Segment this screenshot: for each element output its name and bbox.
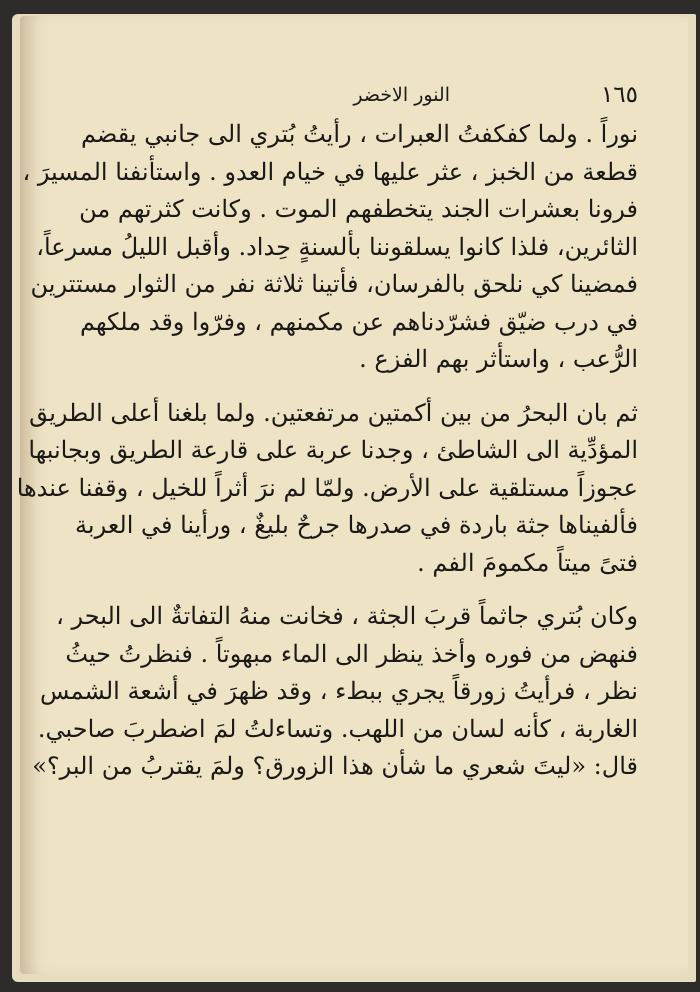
text-line: فرونا بعشرات الجند يتخطفهم الموت . وكانت كثرتهم من bbox=[79, 195, 638, 223]
running-title: النور الاخضر bbox=[353, 84, 450, 106]
body-text bbox=[16, 116, 638, 786]
text-line: قال: «ليتَ شعري ما شأن هذا الزورق؟ ولمَ يقتربُ من البر؟» bbox=[32, 752, 638, 780]
text-line: الغاربة ، كأنه لسان من اللهب. وتساءلتُ لمَ اضطربَ صاحبي. bbox=[37, 714, 638, 743]
text-line: فمضينا كي نلحق بالفرسان، فأتينا ثلاثة نفر من الثوار مستترين bbox=[30, 270, 638, 298]
page-number: ١٦٥ bbox=[600, 82, 638, 108]
paragraph bbox=[16, 395, 638, 583]
text-line: ثم بان البحرُ من بين أكمتين مرتفعتين. ولما بلغنا أعلى الطريق bbox=[29, 398, 638, 427]
text-line: قطعة من الخبز ، عثر عليها في خيام العدو . واستأنفنا المسيرَ ، bbox=[22, 157, 638, 186]
text-line: فتىً ميتاً مكمومَ الفم . bbox=[417, 548, 638, 577]
text-line: فنهض من فوره وأخذ ينظر الى الماء مبهوتاً . فنظرتُ حيثُ bbox=[65, 639, 638, 668]
text-line: عجوزاً مستلقية على الأرض. ولمّا لم نرَ أثراً للخيل ، وقفنا عندها bbox=[16, 473, 638, 502]
text-line: وكان بُتري جاثماً قربَ الجثة ، فخانت منهُ التفاتةٌ الى البحر ، bbox=[56, 602, 638, 630]
page-header bbox=[138, 82, 638, 112]
text-line: نظر ، فرأيتُ زورقاً يجري ببطء ، وقد ظهرَ في أشعة الشمس bbox=[39, 677, 638, 705]
text-line: الرُّعب ، واستأثر بهم الفزع . bbox=[359, 345, 638, 373]
book-page bbox=[16, 16, 688, 974]
text-line: في درب ضيّق فشرّدناهم عن مكمنهم ، وفرّوا وقد ملكهم bbox=[80, 307, 638, 336]
text-line: الثائرين، فلذا كانوا يسلقوننا بألسنةٍ حِداد. وأقبل الليلُ مسرعاً، bbox=[36, 232, 638, 261]
text-line: فألفيناها جثة باردة في صدرها جرحٌ بليغٌ ، ورأينا في العربة bbox=[75, 511, 638, 539]
text-line: نوراً . ولما كفكفتُ العبرات ، رأيتُ بُتري الى جانبي يقضم bbox=[80, 120, 638, 148]
paragraph bbox=[22, 116, 638, 379]
text-line: المؤدِّية الى الشاطئ ، وجدنا عربة على قارعة الطريق وبجانبها bbox=[28, 436, 638, 464]
paragraph bbox=[32, 598, 638, 786]
